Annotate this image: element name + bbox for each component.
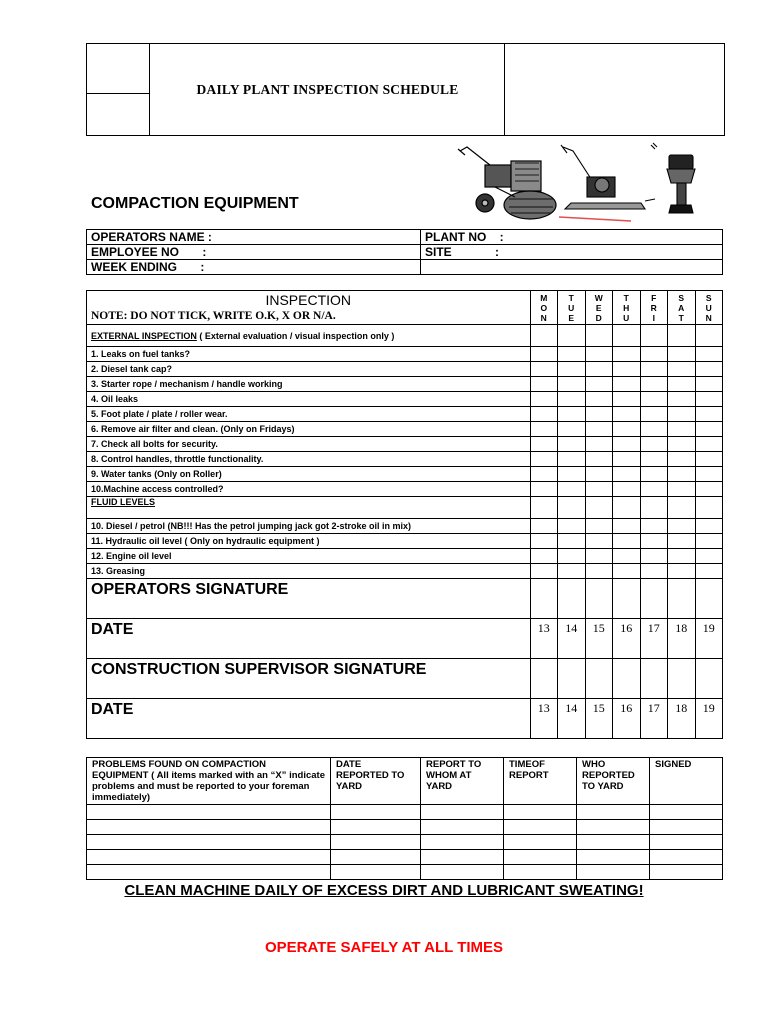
check-cell[interactable] xyxy=(585,659,613,699)
fluid-levels-heading: FLUID LEVELS xyxy=(87,497,531,519)
inspection-item: 10.Machine access controlled? xyxy=(87,482,531,497)
check-cell[interactable] xyxy=(640,549,668,564)
check-cell[interactable] xyxy=(695,347,723,362)
check-cell[interactable] xyxy=(668,467,696,482)
date-cell: 17 xyxy=(640,619,668,659)
check-cell[interactable] xyxy=(530,549,558,564)
inspection-item: 9. Water tanks (Only on Roller) xyxy=(87,467,531,482)
problem-entry-cell[interactable] xyxy=(577,805,650,820)
problem-entry-cell[interactable] xyxy=(331,865,421,880)
problem-entry-cell[interactable] xyxy=(650,820,723,835)
check-cell[interactable] xyxy=(613,564,641,579)
check-cell[interactable] xyxy=(695,452,723,467)
problem-entry-cell[interactable] xyxy=(87,850,331,865)
date-cell: 19 xyxy=(695,619,723,659)
inspection-heading-cell xyxy=(87,291,531,325)
day-header-wed: W E D xyxy=(585,291,613,325)
header-logo-cell xyxy=(87,44,150,135)
problem-entry-cell[interactable] xyxy=(504,805,577,820)
check-cell[interactable] xyxy=(558,579,586,619)
clean-machine-notice: CLEAN MACHINE DAILY OF EXCESS DIRT AND LUBRICANT SWEATING! xyxy=(124,882,644,899)
check-cell[interactable] xyxy=(668,392,696,407)
check-cell[interactable] xyxy=(613,422,641,437)
check-cell[interactable] xyxy=(668,362,696,377)
date-cell: 15 xyxy=(585,699,613,739)
check-cell[interactable] xyxy=(613,377,641,392)
check-cell[interactable] xyxy=(613,549,641,564)
employee-no-field[interactable]: EMPLOYEE NO : xyxy=(87,245,421,260)
check-cell[interactable] xyxy=(668,579,696,619)
check-cell[interactable] xyxy=(668,407,696,422)
check-cell[interactable] xyxy=(585,467,613,482)
check-cell[interactable] xyxy=(695,482,723,497)
check-cell[interactable] xyxy=(558,467,586,482)
date-cell: 13 xyxy=(530,699,558,739)
check-cell[interactable] xyxy=(558,482,586,497)
check-cell[interactable] xyxy=(585,564,613,579)
week-ending-field[interactable]: WEEK ENDING : xyxy=(87,260,421,275)
inspection-item: 3. Starter rope / mechanism / handle working xyxy=(87,377,531,392)
date-cell: 14 xyxy=(558,619,586,659)
check-cell[interactable] xyxy=(668,325,696,347)
check-cell[interactable] xyxy=(613,347,641,362)
problem-entry-cell[interactable] xyxy=(650,850,723,865)
inspection-title: INSPECTION xyxy=(265,292,352,308)
header-divider xyxy=(504,44,505,135)
plate-compactor-icon xyxy=(559,145,655,221)
date-cell: 19 xyxy=(695,699,723,739)
check-cell[interactable] xyxy=(585,422,613,437)
check-cell[interactable] xyxy=(530,437,558,452)
check-cell[interactable] xyxy=(640,347,668,362)
day-header-fri: F R I xyxy=(640,291,668,325)
signed-header: SIGNED xyxy=(650,758,723,805)
check-cell[interactable] xyxy=(668,519,696,534)
check-cell[interactable] xyxy=(558,452,586,467)
inspection-item: 7. Check all bolts for security. xyxy=(87,437,531,452)
check-cell[interactable] xyxy=(585,497,613,519)
check-cell[interactable] xyxy=(585,579,613,619)
check-cell[interactable] xyxy=(558,392,586,407)
date-cell: 18 xyxy=(668,699,696,739)
check-cell[interactable] xyxy=(695,534,723,549)
check-cell[interactable] xyxy=(585,325,613,347)
inspection-item: 10. Diesel / petrol (NB!!! Has the petrol jumping jack got 2-stroke oil in mix) xyxy=(87,519,531,534)
check-cell[interactable] xyxy=(530,452,558,467)
check-cell[interactable] xyxy=(695,362,723,377)
check-cell[interactable] xyxy=(695,407,723,422)
operator-info-table xyxy=(86,229,723,275)
problem-entry-cell[interactable] xyxy=(650,865,723,880)
check-cell[interactable] xyxy=(668,377,696,392)
compaction-equipment-illustration xyxy=(455,141,720,223)
check-cell[interactable] xyxy=(585,437,613,452)
check-cell[interactable] xyxy=(530,482,558,497)
day-header-thu: T H U xyxy=(613,291,641,325)
inspection-item: 1. Leaks on fuel tanks? xyxy=(87,347,531,362)
problem-entry-cell[interactable] xyxy=(421,850,504,865)
day-header-mon: M O N xyxy=(530,291,558,325)
check-cell[interactable] xyxy=(668,347,696,362)
check-cell[interactable] xyxy=(530,392,558,407)
check-cell[interactable] xyxy=(558,659,586,699)
check-cell[interactable] xyxy=(695,422,723,437)
check-cell[interactable] xyxy=(695,392,723,407)
check-cell[interactable] xyxy=(668,564,696,579)
check-cell[interactable] xyxy=(613,392,641,407)
check-cell[interactable] xyxy=(530,659,558,699)
inspection-item: 8. Control handles, throttle functionality. xyxy=(87,452,531,467)
check-cell[interactable] xyxy=(558,347,586,362)
inspection-table xyxy=(86,290,723,739)
time-of-report-header: TIMEOF REPORT xyxy=(504,758,577,805)
jumping-jack-icon xyxy=(651,143,695,213)
check-cell[interactable] xyxy=(613,659,641,699)
check-cell[interactable] xyxy=(640,482,668,497)
problem-entry-cell[interactable] xyxy=(577,850,650,865)
check-cell[interactable] xyxy=(613,482,641,497)
date-cell: 18 xyxy=(668,619,696,659)
check-cell[interactable] xyxy=(695,519,723,534)
problems-header: PROBLEMS FOUND ON COMPACTION EQUIPMENT ( All items marked with an “X” indicate problems and must be reported to your foreman immediately) xyxy=(87,758,331,805)
date-cell: 14 xyxy=(558,699,586,739)
check-cell[interactable] xyxy=(668,549,696,564)
day-header-sun: S U N xyxy=(695,291,723,325)
check-cell[interactable] xyxy=(640,392,668,407)
external-inspection-note: ( External evaluation / visual inspection only ) xyxy=(196,330,395,341)
check-cell[interactable] xyxy=(585,377,613,392)
blank-info-cell xyxy=(421,260,723,275)
problem-entry-cell[interactable] xyxy=(421,865,504,880)
inspection-item: 5. Foot plate / plate / roller wear. xyxy=(87,407,531,422)
check-cell[interactable] xyxy=(613,534,641,549)
check-cell[interactable] xyxy=(558,497,586,519)
who-reported-header: WHO REPORTED TO YARD xyxy=(577,758,650,805)
operators-signature-label: OPERATORS SIGNATURE xyxy=(87,579,531,619)
check-cell[interactable] xyxy=(558,325,586,347)
check-cell[interactable] xyxy=(585,534,613,549)
date-cell: 13 xyxy=(530,619,558,659)
problem-entry-cell[interactable] xyxy=(577,835,650,850)
inspection-item: 13. Greasing xyxy=(87,564,531,579)
check-cell[interactable] xyxy=(585,392,613,407)
check-cell[interactable] xyxy=(695,467,723,482)
check-cell[interactable] xyxy=(530,467,558,482)
check-cell[interactable] xyxy=(640,564,668,579)
check-cell[interactable] xyxy=(695,564,723,579)
check-cell[interactable] xyxy=(585,347,613,362)
check-cell[interactable] xyxy=(530,519,558,534)
check-cell[interactable] xyxy=(530,422,558,437)
check-cell[interactable] xyxy=(585,482,613,497)
inspection-note: NOTE: DO NOT TICK, WRITE O.K, X OR N/A. xyxy=(91,310,336,322)
check-cell[interactable] xyxy=(530,407,558,422)
check-cell[interactable] xyxy=(585,452,613,467)
check-cell[interactable] xyxy=(558,437,586,452)
check-cell[interactable] xyxy=(530,325,558,347)
inspection-item: 12. Engine oil level xyxy=(87,549,531,564)
check-cell[interactable] xyxy=(585,407,613,422)
check-cell[interactable] xyxy=(640,659,668,699)
problem-entry-cell[interactable] xyxy=(650,805,723,820)
check-cell[interactable] xyxy=(640,377,668,392)
roller-icon xyxy=(458,147,556,219)
external-inspection-heading xyxy=(87,325,531,347)
check-cell[interactable] xyxy=(613,407,641,422)
check-cell[interactable] xyxy=(558,519,586,534)
check-cell[interactable] xyxy=(668,497,696,519)
check-cell[interactable] xyxy=(530,497,558,519)
plant-no-field[interactable]: PLANT NO : xyxy=(421,230,723,245)
check-cell[interactable] xyxy=(668,452,696,467)
date-cell: 16 xyxy=(613,619,641,659)
check-cell[interactable] xyxy=(668,534,696,549)
day-header-sat: S A T xyxy=(668,291,696,325)
check-cell[interactable] xyxy=(530,362,558,377)
problem-entry-cell[interactable] xyxy=(504,820,577,835)
check-cell[interactable] xyxy=(640,362,668,377)
date-cell: 16 xyxy=(613,699,641,739)
check-cell[interactable] xyxy=(695,377,723,392)
problem-entry-cell[interactable] xyxy=(421,805,504,820)
problem-entry-cell[interactable] xyxy=(504,850,577,865)
operators-name-field[interactable]: OPERATORS NAME : xyxy=(87,230,421,245)
date-reported-header: DATE REPORTED TO YARD xyxy=(331,758,421,805)
check-cell[interactable] xyxy=(558,362,586,377)
check-cell[interactable] xyxy=(668,437,696,452)
check-cell[interactable] xyxy=(695,437,723,452)
check-cell[interactable] xyxy=(640,579,668,619)
day-header-tue: T U E xyxy=(558,291,586,325)
date-label: DATE xyxy=(87,699,531,739)
check-cell[interactable] xyxy=(640,407,668,422)
inspection-item: 2. Diesel tank cap? xyxy=(87,362,531,377)
check-cell[interactable] xyxy=(613,325,641,347)
safety-notice: OPERATE SAFELY AT ALL TIMES xyxy=(264,939,504,956)
problem-entry-cell[interactable] xyxy=(504,865,577,880)
check-cell[interactable] xyxy=(668,659,696,699)
site-field[interactable]: SITE : xyxy=(421,245,723,260)
check-cell[interactable] xyxy=(613,452,641,467)
check-cell[interactable] xyxy=(613,467,641,482)
problems-table xyxy=(86,757,723,880)
check-cell[interactable] xyxy=(585,519,613,534)
problem-entry-cell[interactable] xyxy=(331,820,421,835)
inspection-item: 6. Remove air filter and clean. (Only on Fridays) xyxy=(87,422,531,437)
check-cell[interactable] xyxy=(558,534,586,549)
check-cell[interactable] xyxy=(530,579,558,619)
check-cell[interactable] xyxy=(640,534,668,549)
check-cell[interactable] xyxy=(668,482,696,497)
check-cell[interactable] xyxy=(613,519,641,534)
inspection-item: 11. Hydraulic oil level ( Only on hydraulic equipment ) xyxy=(87,534,531,549)
problem-entry-cell[interactable] xyxy=(87,865,331,880)
check-cell[interactable] xyxy=(530,564,558,579)
check-cell[interactable] xyxy=(695,659,723,699)
check-cell[interactable] xyxy=(613,579,641,619)
check-cell[interactable] xyxy=(640,467,668,482)
check-cell[interactable] xyxy=(558,549,586,564)
check-cell[interactable] xyxy=(530,377,558,392)
document-header xyxy=(86,43,725,136)
check-cell[interactable] xyxy=(585,362,613,377)
report-to-whom-header: REPORT TO WHOM AT YARD xyxy=(421,758,504,805)
check-cell[interactable] xyxy=(695,579,723,619)
problem-entry-cell[interactable] xyxy=(421,820,504,835)
check-cell[interactable] xyxy=(695,497,723,519)
date-label: DATE xyxy=(87,619,531,659)
check-cell[interactable] xyxy=(558,377,586,392)
check-cell[interactable] xyxy=(640,325,668,347)
check-cell[interactable] xyxy=(530,534,558,549)
supervisor-signature-label: CONSTRUCTION SUPERVISOR SIGNATURE xyxy=(87,659,531,699)
check-cell[interactable] xyxy=(640,452,668,467)
check-cell[interactable] xyxy=(640,519,668,534)
section-title: COMPACTION EQUIPMENT xyxy=(91,195,299,212)
problem-entry-cell[interactable] xyxy=(87,820,331,835)
problem-entry-cell[interactable] xyxy=(421,835,504,850)
problem-entry-cell[interactable] xyxy=(577,865,650,880)
check-cell[interactable] xyxy=(558,407,586,422)
check-cell[interactable] xyxy=(558,422,586,437)
check-cell[interactable] xyxy=(695,549,723,564)
check-cell[interactable] xyxy=(530,347,558,362)
check-cell[interactable] xyxy=(585,549,613,564)
check-cell[interactable] xyxy=(668,422,696,437)
problem-entry-cell[interactable] xyxy=(87,835,331,850)
problem-entry-cell[interactable] xyxy=(504,835,577,850)
check-cell[interactable] xyxy=(640,422,668,437)
document-title: DAILY PLANT INSPECTION SCHEDULE xyxy=(196,82,459,97)
date-cell: 17 xyxy=(640,699,668,739)
problem-entry-cell[interactable] xyxy=(331,805,421,820)
check-cell[interactable] xyxy=(695,325,723,347)
problem-entry-cell[interactable] xyxy=(331,850,421,865)
external-inspection-label: EXTERNAL INSPECTION xyxy=(91,330,197,341)
problem-entry-cell[interactable] xyxy=(650,835,723,850)
date-cell: 15 xyxy=(585,619,613,659)
check-cell[interactable] xyxy=(613,497,641,519)
check-cell[interactable] xyxy=(640,437,668,452)
problem-entry-cell[interactable] xyxy=(577,820,650,835)
problem-entry-cell[interactable] xyxy=(87,805,331,820)
check-cell[interactable] xyxy=(558,564,586,579)
problem-entry-cell[interactable] xyxy=(331,835,421,850)
check-cell[interactable] xyxy=(613,437,641,452)
inspection-item: 4. Oil leaks xyxy=(87,392,531,407)
check-cell[interactable] xyxy=(613,362,641,377)
check-cell[interactable] xyxy=(640,497,668,519)
